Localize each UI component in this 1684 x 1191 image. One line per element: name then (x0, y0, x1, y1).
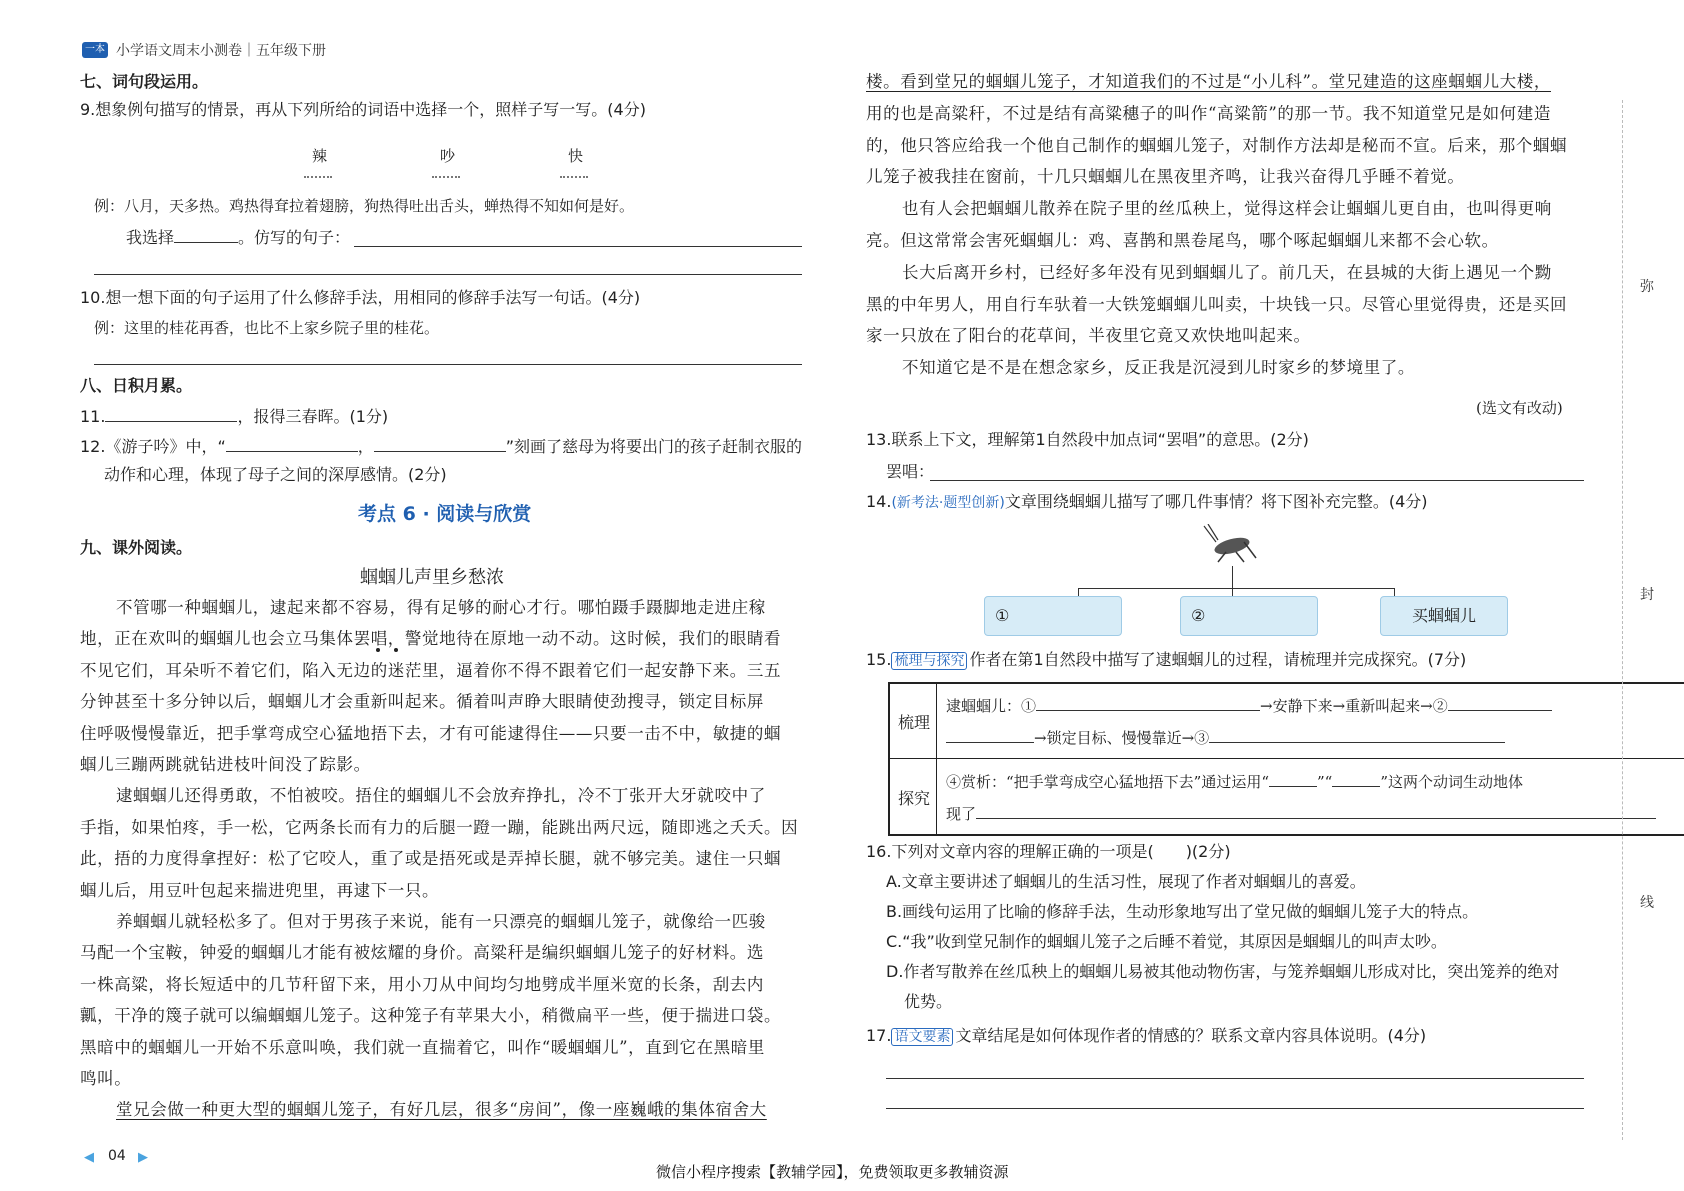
q11-row (80, 405, 388, 427)
q10-answer-line[interactable] (94, 364, 802, 365)
q15-row (866, 650, 1466, 670)
q14-row (866, 492, 1428, 513)
q9-word-mark-1 (304, 170, 332, 178)
q17-text: 文章结尾是如何体现作者的情感的？联系文章内容具体说明。(4分) (955, 1026, 1427, 1045)
diagram-box-2-label: ② (1191, 606, 1206, 625)
diagram-box-3 (1380, 596, 1508, 636)
q14-num: 14. (866, 492, 892, 511)
blank-2b[interactable] (946, 726, 1034, 743)
q16-option[interactable]: C.“我”收到堂兄制作的蝈蝈儿笼子之后睡不着觉，其原因是蝈蝈儿的叫声太吵。 (886, 932, 1447, 951)
q12-blank-2[interactable] (374, 435, 506, 452)
article-line: 不知道它是不是在想念家乡，反正我是沉浸到儿时家乡的梦境里了。 (902, 358, 1415, 378)
article-line: 家一只放在了阳台的花草间，半夜里它竟又欢快地叫起来。 (866, 326, 1311, 346)
blank-3[interactable] (1209, 726, 1505, 743)
prev-page-icon[interactable]: ◀ (84, 1150, 94, 1165)
article-line: 的，他只答应给我一个他自己制作的蝈蝈儿笼子，对制作方法却是秘而不宣。后来，那个蝈蝈 (866, 135, 1568, 155)
q9-imitate-label: 。仿写的句子： (238, 228, 351, 247)
kd-title: 考点 6 · 阅读与欣赏 (358, 503, 532, 525)
article-title: 蝈蝈儿声里乡愁浓 (360, 567, 504, 588)
header-title: 小学语文周末小测卷｜五年级下册 (116, 43, 326, 59)
q10-example: 例：这里的桂花再香，也比不上家乡院子里的桂花。 (94, 319, 440, 337)
article-line: 逮蝈蝈儿还得勇敢，不怕被咬。捂住的蝈蝈儿不会放弃挣扎，冷不丁张开大牙就咬中了 (116, 786, 766, 806)
article-line: 楼。看到堂兄的蝈蝈儿笼子，才知道我们的不过是“小儿科”。堂兄建造的这座蝈蝈儿大楼， (866, 72, 1551, 91)
q15-text: 作者在第1自然段中描写了逮蝈蝈儿的过程，请梳理并完成探究。(7分) (969, 650, 1467, 669)
q9-choose-label: 我选择 (126, 228, 175, 247)
diagram-branch (1078, 588, 1394, 589)
q11-text: ，报得三春晖。(1分) (237, 407, 389, 426)
table-row1-line1 (946, 694, 1552, 716)
row1-text-b: →安静下来→重新叫起来→② (1260, 697, 1448, 715)
blank-2[interactable] (1448, 694, 1552, 711)
section8-title: 八、日积月累。 (80, 376, 193, 395)
article-line: 鸣叫。 (80, 1069, 132, 1088)
article-line: 手指，如果怕疼，手一松，它两条长而有力的后腿一蹬一蹦，能跳出两尺远，随即逃之夭夭。因 (80, 817, 799, 837)
table-row2-line2 (946, 802, 1656, 824)
row1-text-a: 逮蝈蝈儿：① (946, 697, 1037, 715)
row2-text-a: ④赏析：“把手掌弯成空心猛地捂下去”通过运用“ (946, 773, 1270, 791)
article-line: 一株高粱，将长短适中的几节秆留下来，用小刀从中间均匀地劈成半厘米宽的长条，刮去内 (80, 974, 764, 994)
emphasis-dot-1 (376, 648, 380, 652)
source-note: (选文有改动) (1476, 399, 1563, 417)
q9-answer-line-1[interactable] (354, 246, 802, 247)
article-line: 地，正在欢叫的蝈蝈儿也会立马集体罢唱，警觉地待在原地一动不动。这时候，我们的眼睛看 (80, 629, 782, 649)
row2-text-c: ”这两个动词生动地体 (1380, 773, 1524, 791)
emphasis-dot-2 (394, 648, 398, 652)
q9-answer-line-2[interactable] (94, 274, 802, 275)
q12-blank-1[interactable] (226, 435, 358, 452)
side-mark-2: 封 (1640, 587, 1654, 603)
q9-text: 9.想象例句描写的情景，再从下列所给的词语中选择一个，照样子写一写。(4分) (80, 100, 646, 119)
page-number: 04 (108, 1148, 126, 1164)
q9-answer-row (126, 226, 350, 248)
q9-example: 例：八月，天多热。鸡热得耷拉着翅膀，狗热得吐出舌头，蝉热得不知如何是好。 (94, 197, 635, 215)
q16-option: 优势。 (904, 992, 953, 1011)
article-line: 长大后离开乡村，已经好多年没有见到蝈蝈儿了。前几天，在县城的大街上遇见一个黝 (902, 262, 1552, 282)
q17-tag: 语文要素 (891, 1028, 953, 1046)
q15-num: 15. (866, 650, 892, 669)
q9-word-1: 辣 (312, 147, 328, 165)
q12-text-d: 动作和心理，体现了母子之间的深厚感情。(2分) (104, 465, 447, 484)
article-line: 黑的中年男人，用自行车驮着一大铁笼蝈蝈儿叫卖，十块钱一只。尽管心里觉得贵，还是买回 (866, 294, 1568, 314)
q12-text-b: ， (357, 437, 374, 456)
binding-line (1622, 100, 1623, 1140)
q13-label: 罢唱： (886, 462, 935, 481)
article-line: 马配一个宝鞍，钟爱的蝈蝈儿才能有被炫耀的身价。高粱秆是编织蝈蝈儿笼子的好材料。选 (80, 943, 764, 963)
q12-row (80, 435, 802, 457)
q17-num: 17. (866, 1026, 892, 1045)
q11-blank[interactable] (105, 405, 237, 422)
article-line: 住呼吸慢慢靠近，把手掌弯成空心猛地捂下去，才有可能逮得住——只要一击不中，敏捷的蝈 (80, 723, 782, 743)
q10-text: 10.想一想下面的句子运用了什么修辞手法，用相同的修辞手法写一句话。(4分) (80, 288, 641, 307)
table-row1-line2 (946, 726, 1505, 748)
footer-text: 微信小程序搜索【教辅学园】，免费领取更多教辅资源 (656, 1163, 1009, 1181)
q16-text: 16.下列对文章内容的理解正确的一项是( )(2分) (866, 842, 1231, 861)
q16-option[interactable]: B.画线句运用了比喻的修辞手法，生动形象地写出了堂兄做的蝈蝈儿笼子大的特点。 (886, 902, 1479, 921)
article-line: 也有人会把蝈蝈儿散养在院子里的丝瓜秧上，觉得这样会让蝈蝈儿更自由，也叫得更响 (902, 199, 1552, 219)
q9-choose-blank[interactable] (174, 226, 238, 243)
diagram-box-1-label: ① (995, 606, 1010, 625)
diagram-box-2[interactable] (1180, 596, 1318, 636)
article-line: 儿笼子被我挂在窗前，十几只蝈蝈儿在黑夜里齐鸣，让我兴奋得几乎睡不着觉。 (866, 167, 1465, 187)
article-line: 不见它们，耳朵听不着它们，陷入无边的迷茫里，逼着你不得不跟着它们一起安静下来。三五 (80, 660, 782, 680)
article-line: 蝈儿三蹦两跳就钻进枝叶间没了踪影。 (80, 755, 371, 774)
q16-option[interactable]: D.作者写散养在丝瓜秧上的蝈蝈儿易被其他动物伤害，与笼养蝈蝈儿形成对比，突出笼养的绝对 (886, 962, 1560, 981)
table-row2-line1 (946, 770, 1523, 792)
article-line: 用的也是高粱秆，不过是结有高粱穗子的叫作“高粱箭”的那一节。我不知道堂兄是如何建造 (866, 103, 1551, 123)
row2-text-b: ”“ (1317, 773, 1333, 791)
article-line: 亮。但这常常会害死蝈蝈儿：鸡、喜鹊和黑卷尾鸟，哪个啄起蝈蝈儿来都不会心软。 (866, 231, 1499, 250)
q17-answer-line-2[interactable] (886, 1108, 1584, 1109)
section9-title: 九、课外阅读。 (80, 538, 193, 557)
article-line: 此，捂的力度得拿捏好：松了它咬人，重了或是捂死或是弄掉长腿，就不够完美。逮住一只蝈 (80, 849, 782, 869)
table-col-divider (936, 684, 937, 834)
article-line: 不管哪一种蝈蝈儿，逮起来都不容易，得有足够的耐心才行。哪怕蹑手蹑脚地走进庄稼 (116, 598, 766, 617)
article-line: 黑暗中的蝈蝈儿一开始不乐意叫唤，我们就一直揣着它，叫作“暖蝈蝈儿”，直到它在黑暗里 (80, 1037, 765, 1057)
side-mark-3: 线 (1640, 895, 1654, 911)
brand-logo: 一本 (82, 42, 108, 58)
section7-title: 七、词句段运用。 (80, 72, 209, 91)
verb-blank-2[interactable] (1332, 770, 1380, 787)
row1-text-c: →锁定目标、慢慢靠近→③ (1034, 729, 1210, 747)
table-row1-head: 梳理 (898, 713, 931, 732)
analysis-blank[interactable] (976, 802, 1656, 819)
blank-1[interactable] (1036, 694, 1260, 711)
table-row-divider (890, 758, 1684, 759)
row2-text-d: 现了 (946, 805, 977, 823)
article-line: 堂兄会做一种更大型的蝈蝈儿笼子，有好几层，很多“房间”，像一座巍峨的集体宿舍大 (116, 1100, 767, 1120)
article-line: 瓤，干净的篾子就可以编蝈蝈儿笼子。这种笼子有苹果大小，稍微扁平一些，便于揣进口袋。 (80, 1006, 782, 1026)
diagram-trunk (1232, 566, 1233, 588)
side-mark-1: 弥 (1640, 279, 1654, 295)
article-line: 养蝈蝈儿就轻松多了。但对于男孩子来说，能有一只漂亮的蝈蝈儿笼子，就像给一匹骏 (116, 912, 766, 931)
cricket-icon (1200, 524, 1260, 564)
article-line: 蝈儿后，用豆叶包起来揣进兜里，再逮下一只。 (80, 880, 440, 900)
next-page-icon[interactable]: ▶ (138, 1150, 148, 1165)
q15-tag: 梳理与探究 (891, 652, 967, 670)
q9-word-2: 吵 (440, 147, 456, 165)
table-row2-head: 探究 (898, 789, 931, 808)
q16-option[interactable]: A.文章主要讲述了蝈蝈儿的生活习性，展现了作者对蝈蝈儿的喜爱。 (886, 872, 1366, 891)
q17-row (866, 1026, 1426, 1046)
q15-table (888, 682, 1684, 836)
q12-text-c: ”刻画了慈母为将要出门的孩子赶制衣服的 (505, 437, 803, 456)
q13-text: 13.联系上下文，理解第1自然段中加点词“罢唱”的意思。(2分) (866, 430, 1309, 449)
q9-word-mark-2 (432, 170, 460, 178)
diagram-box-1[interactable] (984, 596, 1122, 636)
q12-text-a: 12.《游子吟》中，“ (80, 437, 226, 456)
q14-tag: (新考法·题型创新) (891, 495, 1005, 511)
q11-num: 11. (80, 407, 106, 426)
article-line: 分钟甚至十多分钟以后，蝈蝈儿才会重新叫起来。循着叫声睁大眼睛使劲搜寻，锁定目标屏 (80, 692, 764, 712)
q9-word-3: 快 (568, 147, 584, 165)
q17-answer-line-1[interactable] (886, 1078, 1584, 1079)
verb-blank-1[interactable] (1269, 770, 1317, 787)
q14-text: 文章围绕蝈蝈儿描写了哪几件事情？将下图补充完整。(4分) (1004, 492, 1428, 511)
q9-word-mark-3 (560, 170, 588, 178)
diagram-box-3-label: 买蝈蝈儿 (1411, 606, 1476, 625)
q13-answer-line[interactable] (930, 480, 1584, 481)
